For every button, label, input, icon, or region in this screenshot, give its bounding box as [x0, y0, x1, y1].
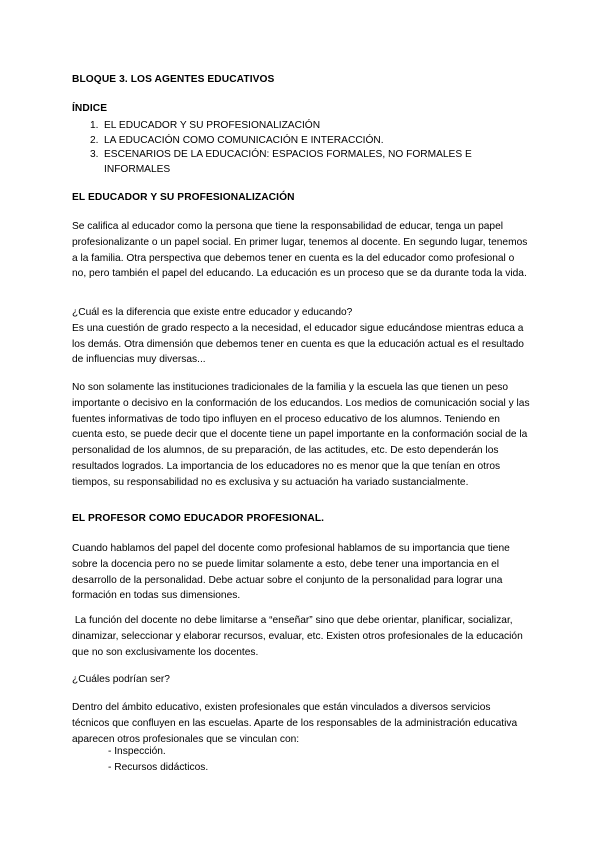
- index-item: [72, 148, 530, 177]
- paragraph-funcion-docente: La función del docente no debe limitarse a “enseñar” sino que debe orientar, planificar, socializar, dinamizar, seleccionar y elaborar recursos, evaluar, etc. Existen otros profesionales de la educación que no son exclusivamente los docentes.: [72, 615, 526, 658]
- question-text: ¿Cuál es la diferencia que existe entre educador y educando?: [72, 307, 353, 318]
- index-item-number: 2.: [90, 134, 99, 146]
- index-item-text: LA EDUCACIÓN COMO COMUNICACIÓN E INTERACCIÓN.: [104, 134, 384, 146]
- index-heading: ÍNDICE: [72, 103, 108, 114]
- paragraph-educador-definition: Se califica al educador como la persona que tiene la responsabilidad de educar, tenga un papel profesionalizante o un papel social. En primer lugar, tenemos al docente. En segundo lugar, tenemos a la familia. Otra perspectiva que debemos tener en cuenta es la del educador como profesional o no, pero también el papel del educando. La educación es un proceso que se da durante toda la vida.: [72, 221, 528, 280]
- list-item: - Inspección.: [108, 746, 166, 757]
- index-item-text: ESCENARIOS DE LA EDUCACIÓN: ESPACIOS FORMALES, NO FORMALES E INFORMALES: [104, 149, 472, 175]
- index-item-number: 3.: [90, 149, 99, 161]
- paragraph-influences: No son solamente las instituciones tradicionales de la familia y la escuela las que tienen un peso importante o decisivo en la conformación de los educandos. Los medios de comunicación social y las fuentes informativas de todo tipo influyen en el proceso educativo de los alumnos. Teniendo en cuenta esto, se puede decir que el docente tiene un papel importante en la conformación social de la personalidad de los alumnos, de su preparación, de las actitudes, etc. De esto dependerán los resultados logrados. La importancia de los educadores no es menor que la que tenían en otros tiempos, su responsabilidad no es exclusiva y su actuación ha variado sustancialmente.: [72, 382, 530, 488]
- paragraph-ambito-educativo: Dentro del ámbito educativo, existen profesionales que están vinculados a diversos servicios técnicos que confluyen en las escuelas. Aparte de los responsables de la administración educativa aparecen otros profesionales que se vinculan con:: [72, 702, 518, 745]
- list-item: - Recursos didácticos.: [108, 761, 209, 773]
- paragraph-educador-question: [72, 305, 530, 368]
- section-heading-profesor: EL PROFESOR COMO EDUCADOR PROFESIONAL.: [72, 513, 325, 524]
- paragraph-docente-profesional: Cuando hablamos del papel del docente como profesional hablamos de su importancia que tiene sobre la docencia pero no se puede limitar solamente a esto, debe tener una importancia en el desarrollo de la personalidad. Debe actuar sobre el conjunto de la personalidad para lograr una formación en todas sus dimensiones.: [72, 543, 510, 602]
- paragraph-question-profesionales: ¿Cuáles podrían ser?: [72, 674, 170, 685]
- index-item-text: EL EDUCADOR Y SU PROFESIONALIZACIÓN: [104, 120, 321, 131]
- index-list: [72, 119, 530, 177]
- index-item-number: 1.: [90, 120, 99, 131]
- document-title: BLOQUE 3. LOS AGENTES EDUCATIVOS: [72, 74, 275, 85]
- services-list: [108, 744, 208, 775]
- index-item: [72, 134, 530, 149]
- answer-text: Es una cuestión de grado respecto a la necesidad, el educador sigue educándose mientras educa a los demás. Otra dimensión que debemos tener en cuenta es que la educación actual es el resultado de influencias muy diversas...: [72, 322, 524, 366]
- index-item: [72, 119, 530, 134]
- section-heading-educador: EL EDUCADOR Y SU PROFESIONALIZACIÓN: [72, 192, 295, 203]
